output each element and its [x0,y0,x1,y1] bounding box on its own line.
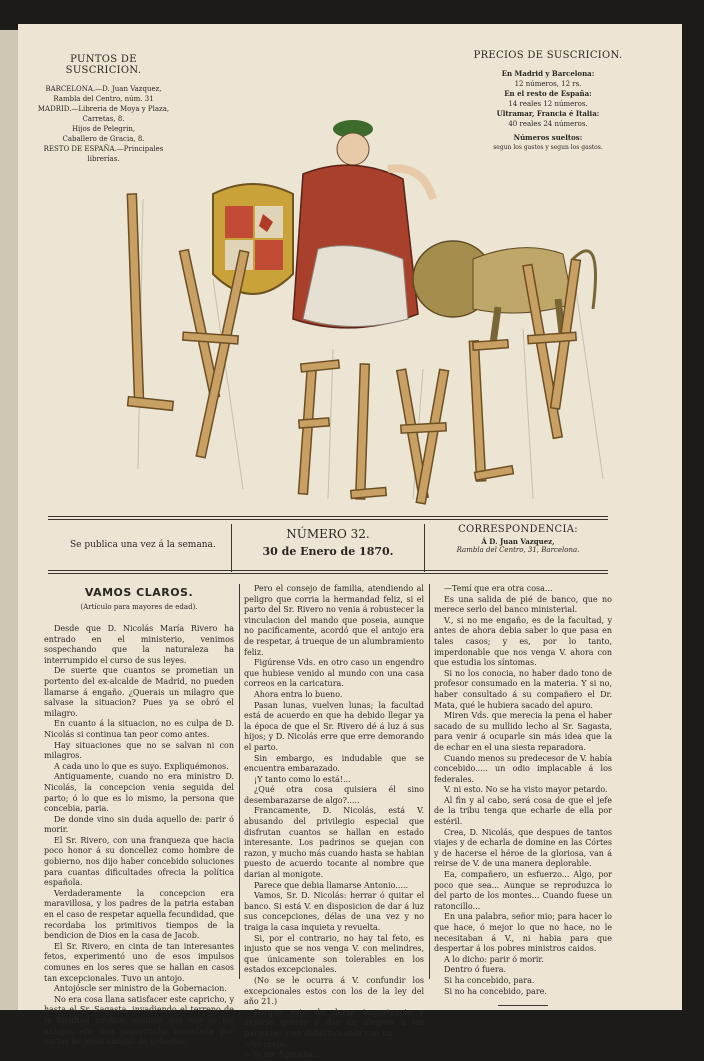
paragraph: Desde que D. Nicolás María Rivero ha entrado en el ministerio, venimos sospechando que la naturaleza ha interrumpido el curso de sus leyes. [44,624,234,665]
column-divider [429,584,430,979]
column-divider [239,584,240,979]
paragraph: De donde vino sin duda aquello de: parir ó morir. [44,814,234,835]
paragraph: V., si no me engaño, es de la facultad, y antes de ahora debia saber lo que pasa en tales casos; y es, por lo tanto, imperdonable que nos venga V. ahora con que estudia los síntomas. [434,615,612,668]
paragraph: Dentro ó fuera. [444,965,507,975]
publication-frequency: Se publica una vez á la semana. [70,540,216,550]
paragraph: Sin embargo, es indudable que se encuentra embarazado. [244,753,424,774]
paragraph: Si, por el contrario, no hay tal feto, es injusto que se nos venga V. con melindres, que únicamente son tolerables en los estados excepcionales. [244,933,424,975]
article-subtitle: (Artículo para mayores de edad). [80,603,198,611]
paragraph: Ea, compañero, un esfuerzo... Algo, por poco que sea... Aunque se reproduzca lo del parto de los montes... Cuando fuese un ratoncillo... [434,870,612,911]
paragraph: De suerte que cuantos se prometian un portento del ex-alcalde de Madrid, no pueden llamarse á engaño. ¿Querais un milagro que salvase la situacion? Pues ya se obró el milagro. [44,666,234,718]
article-column-3 [434,584,612,1006]
paragraph: Si no ha concebido, pare. [444,986,547,996]
paragraph: Miren Vds. que merecia la pena el haber sacado de su mullido lecho al Sr. Sagasta, para venir á ocuparle sin más idea que la de echar en el una siesta reparadora. [434,711,612,752]
paragraph: Vamos, Sr. D. Nicolás: herrar ó quitar el banco. Si está V. en disposicion de dar á luz sus concepciones, délas de una vez y no traiga la casa inquieta y revuelta. [244,891,424,932]
coat-of-arms [213,184,293,294]
info-bar-divider [424,524,425,572]
article-header [44,586,234,611]
masthead-illustration [103,79,623,524]
issue-info [232,527,424,558]
paragraph: Ahora entra lo bueno. [254,689,343,699]
paragraph: ¡Y tanto como lo está!... [254,774,351,784]
price-line: segun los gastos y segun los gastos. [493,144,603,151]
correspondence [428,524,608,554]
paragraph: Antojóscle ser ministro de la Gobernacion. [54,984,227,994]
info-bar-top-rule [48,516,608,517]
subscription-prices-title: PRECIOS DE SUSCRICION. [473,50,623,61]
price-line: En Madrid y Barcelona: [501,69,595,78]
subscription-point-line: Rambla del Centro, núm. 31 [53,95,154,103]
paragraph: Parece que debia llamarse Antonio..... [254,880,409,890]
article-column-1 [44,624,234,1048]
correspondence-name: Á D. Juan Vazquez, [481,537,555,546]
issue-date: 30 de Enero de 1870. [262,545,394,558]
paragraph: Si ha concebido, para. [444,975,535,985]
previous-page-edge [0,30,19,1010]
paragraph: Figúrense Vds. en otro caso un engendro que hubiese venido al mundo con una casa correos en la caricatura. [244,658,424,689]
info-bar-top-rule [48,519,608,520]
subscription-point-line: Carretas, 8. [82,115,125,123]
paragraph: Es una salida de pié de banco, que no merece serlo del banco ministerial. [434,594,612,615]
correspondence-address: Rambla del Centro, 31, Barcelona. [456,546,580,554]
price-line: En el resto de España: [504,89,592,98]
paragraph: A lo dicho: parir ó morir. [444,954,544,964]
paragraph: Antiguamente, cuando no era ministro D. Nicolás, la concepcion venia seguida del parto; ó lo que es lo mismo, la persona que concebia, paria. [44,772,234,814]
subscription-point-line: Hijos de Pelegrin, [71,125,136,133]
paragraph: —Temí que era otra cosa... [444,584,553,593]
paragraph: ¿Qué otra cosa quisiera él sino desembarazarse de algo?..... [244,785,424,805]
price-line: Ultramar, Francia é Italia: [496,109,600,118]
newspaper-page [18,24,682,1060]
info-bar-bottom-rule [48,573,608,574]
price-line: 40 reales 24 números. [508,120,588,128]
subscription-point-line: MADRID.—Libreria de Moya y Plaza, [37,105,170,113]
subscription-point-line: Caballero de Gracia, 8. [62,135,145,143]
end-ornament [498,1005,548,1006]
paragraph: Al fin y al cabo, será cosa de que el jefe de la tribu tenga que echarle de ella por estéril. [434,795,612,827]
paragraph: El Sr. Rivero, con una franqueza que hacia poco honor á su doncellez como hombre de gobierno, nos dijo haber concebido soluciones para cuantas dificultades ofrecia la política española. [44,835,234,888]
paragraph: En una palabra, señor mio; para hacer lo que hace, ó mejor lo que no hace, no le necesitaban á V., ni habia para que despertar á los pobres ministros caidos. [434,912,612,954]
paragraph: Si no los conocia, no haber dado tono de profesor consumado en la materia. Y si no, haber consultado á su compañero el Dr. Mata, qué le hubiera sacado del apuro. [434,668,612,710]
correspondence-title: CORRESPONDENCIA: [458,524,578,535]
paragraph: No era cosa llana satisfacer este capricho, y hasta el Sr. Sagasta, invadiendo el terreno de la facultad médica, sostuvo que eso de los antojos era una paparrucha inventada por varias mujeres amigas de goberias. [44,994,234,1047]
price-line: 14 reales 12 números. [508,100,588,108]
allegorical-figure [293,120,433,328]
subscription-point-line: RESTO DE ESPAÑA.—Principales [43,145,164,153]
paragraph: Verdaderamente la concepcion era maravillosa, y los padres de la patria estaban en el caso de respetar aquella fecundidad, que recordaba los primitivos tiempos de la bendicion de Dios en la casa de Jacob. [44,888,234,941]
article-column-2 [244,584,424,1061]
subscription-points-title: PUNTOS DE SUSCRICION. [65,54,142,76]
price-line: 12 números, 12 rs. [514,80,582,88]
subscription-point-line: librerías. [87,155,120,163]
paragraph: —Yo creía... [244,1039,292,1049]
paragraph: El Sr. Rivero, en cinta de tan interesantes fetos, experimentó uno de esos impulsos comunes en los seres que se hallan en casos tan excepcionales. Tuvo un antojo. [44,941,234,983]
info-bar-bottom-rule [48,570,608,571]
paragraph: En cuanto á la situacion, no es culpa de D. Nicolás si continua tan peor como antes. [44,719,234,739]
paragraph: V. ni esto. No se ha visto mayor petardo. [444,785,608,795]
paragraph: Francamente, D. Nicolás, está V. abusando del privilegio especial que disfrutan cuantos se hallan en estado interesante. Los padrinos se quejan con razon, y mucho más cuando hasta se habian puesto de acuerdo tocante al nombre que darian al monigote. [244,806,424,880]
issue-number: NÚMERO 32. [286,527,370,541]
subscription-point-line: BARCELONA.—D. Juan Vazquez, [45,85,162,93]
paragraph: Porque esto de darse importancia y dejarse querer y dar un alegron á los parientes y en definitiva salir con un [244,1007,424,1038]
paragraph: Crea, D. Nicolás, que despues de tantos viajes y de echarla de domine en las Córtes y de hacerse el héroe de la gloriosa, van á reirse de V. de una manera deplorable. [434,827,612,869]
paragraph: Hay situaciones que no se salvan ni con milagros. [44,740,234,761]
article-title: VAMOS CLAROS. [84,586,194,599]
paragraph: —Yo me figuraba... [244,1050,321,1060]
paragraph: A cada uno lo que es suyo. Expliquémonos. [54,761,229,771]
paragraph: Cuando menos su predecesor de V. había concebido..... un odio implacable á los federales. [434,753,612,784]
paragraph: Pero el consejo de familia, atendiendo al peligro que corria la hermandad feliz, si el parto del Sr. Rivero no venia á robustecer la vinculacion del mando que poseia, aunque no pacificamente, acordó que el antojo era de respetar, á trueque de un alumbramiento feliz. [244,584,424,657]
price-line: Números sueltos: [513,133,583,142]
paragraph: Pasan lunas, vuelven lunas; la facultad está de acuerdo en que ha debido llegar ya la época de que el Sr. Rivero dé á luz á sus hijos; y D. Nicolás erre que erre demorando el parto. [244,700,424,752]
paragraph: (No se le ocurra á V. confundir los excepcionales estos con los de la ley del año 21.) [244,975,424,1007]
